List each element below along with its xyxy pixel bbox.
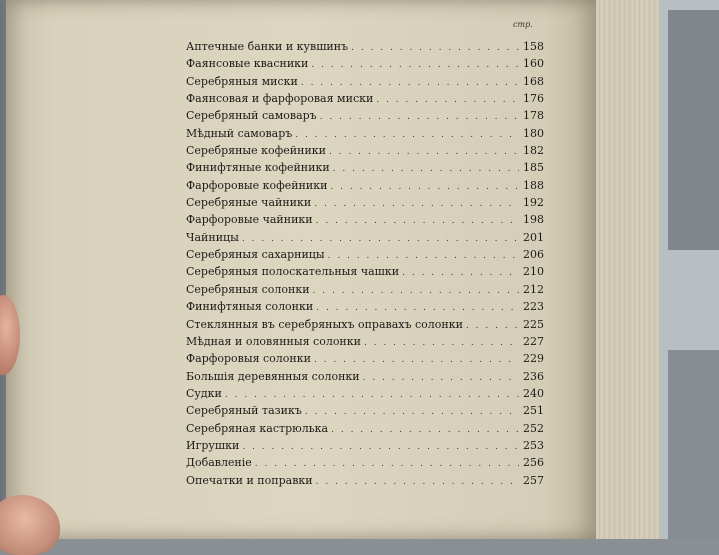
- toc-entry-title: Финифтяные кофейники: [186, 161, 330, 175]
- toc-leader-dots: [330, 179, 519, 196]
- toc-entry-title: Стеклянныя въ серебряныхъ оправахъ солонки: [186, 317, 463, 331]
- toc-leader-dots: [333, 161, 519, 178]
- toc-entry-page-number: 223: [523, 300, 544, 314]
- toc-entry-title: Опечатки и поправки: [186, 473, 313, 487]
- toc-entry-title: Серебряные чайники: [186, 196, 312, 210]
- toc-entry-title: Мѣдная и оловянныя солонки: [186, 334, 361, 348]
- toc-entry-page-number: 210: [523, 265, 544, 279]
- toc-leader-dots: [331, 422, 519, 439]
- toc-leader-dots: [466, 318, 519, 335]
- toc-entry-page-number: 198: [523, 213, 544, 227]
- toc-entry-title: Фарфоровые кофейники: [186, 178, 328, 192]
- toc-entry-page-number: 192: [523, 196, 544, 210]
- toc-entry-title: Судки: [186, 386, 222, 400]
- toc-entry-page-number: 240: [523, 386, 544, 400]
- toc-entry-title: Серебряный самоваръ: [186, 109, 317, 123]
- toc-entry-title: Фаянсовые квасники: [186, 57, 309, 71]
- toc-entry-title: Серебряныя миски: [186, 74, 298, 88]
- toc-entry-page-number: 158: [523, 40, 544, 53]
- toc-entry-title: Серебряная кастрюлька: [186, 421, 329, 435]
- toc-leader-dots: [376, 92, 519, 109]
- page-column-header: стр.: [513, 20, 533, 29]
- toc-leader-dots: [242, 439, 519, 456]
- toc-entry: [186, 55, 544, 72]
- toc-entry-page-number: 229: [523, 352, 544, 366]
- toc-entry-page-number: 201: [523, 230, 544, 244]
- toc-entry-title: Финифтяныя солонки: [186, 300, 314, 314]
- toc-leader-dots: [329, 144, 519, 161]
- toc-entry-title: Серебряные кофейники: [186, 144, 326, 158]
- toc-entry-title: Чайницы: [186, 230, 239, 244]
- toc-entry: [186, 385, 544, 402]
- toc-entry-page-number: 257: [523, 473, 544, 487]
- toc-entry: [186, 472, 544, 489]
- toc-entry-title: Большія деревянныя солонки: [186, 369, 360, 383]
- toc-entry-page-number: 256: [523, 456, 544, 470]
- background-block-bottom: [668, 350, 719, 539]
- toc-entry-page-number: 206: [523, 248, 544, 262]
- toc-leader-dots: [313, 283, 519, 300]
- toc-entry: [186, 177, 544, 194]
- page-edges: [596, 0, 666, 539]
- toc-entry-page-number: 176: [523, 92, 544, 106]
- toc-entry-title: Фаянсовая и фарфоровая миски: [186, 92, 374, 106]
- toc-entry-title: Серебряныя сахарницы: [186, 248, 325, 262]
- toc-entry: [186, 229, 544, 246]
- toc-entry: [186, 90, 544, 107]
- toc-entry: [186, 211, 544, 228]
- toc-entry: [186, 368, 544, 385]
- toc-leader-dots: [295, 127, 519, 144]
- toc-entry-page-number: 225: [523, 317, 544, 331]
- toc-entry: [186, 38, 544, 55]
- toc-entry: [186, 333, 544, 350]
- toc-entry-title: Серебряныя солонки: [186, 282, 310, 296]
- toc-entry-page-number: 180: [523, 126, 544, 140]
- toc-leader-dots: [311, 57, 519, 74]
- toc-leader-dots: [351, 40, 519, 57]
- toc-entry-title: Серебряныя полоскательныя чашки: [186, 265, 400, 279]
- toc-entry-page-number: 227: [523, 334, 544, 348]
- toc-leader-dots: [363, 370, 519, 387]
- toc-entry-page-number: 252: [523, 421, 544, 435]
- toc-entry: [186, 159, 544, 176]
- toc-leader-dots: [305, 404, 519, 421]
- toc-entry-page-number: 236: [523, 369, 544, 383]
- toc-leader-dots: [402, 265, 519, 282]
- toc-entry: [186, 107, 544, 124]
- toc-entry-page-number: 168: [523, 74, 544, 88]
- toc-entry: [186, 73, 544, 90]
- toc-entry-page-number: 253: [523, 438, 544, 452]
- toc-entry: [186, 350, 544, 367]
- toc-entry: [186, 316, 544, 333]
- table-of-contents: [186, 38, 544, 489]
- toc-entry: [186, 298, 544, 315]
- toc-entry: [186, 263, 544, 280]
- toc-entry-page-number: 188: [523, 178, 544, 192]
- toc-entry: [186, 246, 544, 263]
- toc-entry-title: Добавленіе: [186, 456, 252, 470]
- toc-leader-dots: [364, 335, 519, 352]
- toc-entry: [186, 437, 544, 454]
- toc-entry: [186, 194, 544, 211]
- toc-leader-dots: [314, 196, 519, 213]
- toc-entry-page-number: 182: [523, 144, 544, 158]
- toc-entry-page-number: 212: [523, 282, 544, 296]
- toc-entry-title: Мѣдный самоваръ: [186, 126, 293, 140]
- toc-entry-page-number: 178: [523, 109, 544, 123]
- toc-leader-dots: [316, 474, 519, 491]
- toc-entry: [186, 420, 544, 437]
- toc-entry-page-number: 251: [523, 404, 544, 418]
- toc-leader-dots: [316, 213, 519, 230]
- toc-entry-title: Игрушки: [186, 438, 240, 452]
- toc-entry-title: Аптечные банки и кувшинъ: [186, 40, 349, 53]
- toc-entry: [186, 125, 544, 142]
- toc-entry: [186, 402, 544, 419]
- toc-entry: [186, 142, 544, 159]
- toc-entry-page-number: 160: [523, 57, 544, 71]
- toc-entry-title: Фарфоровыя солонки: [186, 352, 311, 366]
- toc-entry: [186, 454, 544, 471]
- toc-entry-title: Серебряный тазикъ: [186, 404, 302, 418]
- toc-entry-title: Фарфоровые чайники: [186, 213, 313, 227]
- background-block-top: [668, 10, 719, 250]
- toc-leader-dots: [320, 109, 519, 126]
- toc-entry: [186, 281, 544, 298]
- toc-entry-page-number: 185: [523, 161, 544, 175]
